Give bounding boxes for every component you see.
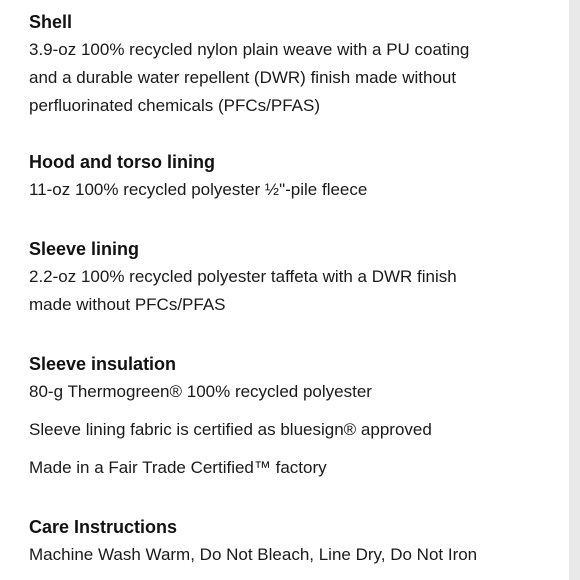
section-title-shell: Shell (29, 12, 73, 32)
sleeve-lining-line-1: 2.2-oz 100% recycled polyester taffeta with a DWR finish (29, 267, 457, 286)
material-details (29, 8, 564, 569)
bluesign-note: Sleeve lining fabric is certified as bluesign® approved (29, 420, 432, 439)
section-sleeve-insulation (29, 350, 564, 513)
section-title-sleeve-insulation: Sleeve insulation (29, 354, 177, 374)
section-title-care: Care Instructions (29, 517, 178, 537)
shell-line-2: and a durable water repellent (DWR) finish made without (29, 68, 457, 87)
fair-trade-note: Made in a Fair Trade Certified™ factory (29, 458, 327, 477)
section-title-hood-lining: Hood and torso lining (29, 152, 215, 172)
section-title-sleeve-lining: Sleeve lining (29, 239, 140, 259)
section-hood-lining (29, 148, 564, 235)
shell-line-3: perfluorinated chemicals (PFCs/PFAS) (29, 96, 320, 115)
sleeve-lining-line-2: made without PFCs/PFAS (29, 295, 226, 314)
care-line-1: Machine Wash Warm, Do Not Bleach, Line Dry, Do Not Iron (29, 545, 478, 564)
scroll-edge (569, 0, 580, 580)
section-care-instructions (29, 513, 564, 569)
section-sleeve-lining (29, 235, 564, 350)
section-shell (29, 8, 564, 148)
hood-lining-line-1: 11-oz 100% recycled polyester ½"-pile fleece (29, 180, 368, 199)
shell-line-1: 3.9-oz 100% recycled nylon plain weave with a PU coating (29, 40, 470, 59)
sleeve-insulation-line-1: 80-g Thermogreen® 100% recycled polyester (29, 382, 372, 401)
